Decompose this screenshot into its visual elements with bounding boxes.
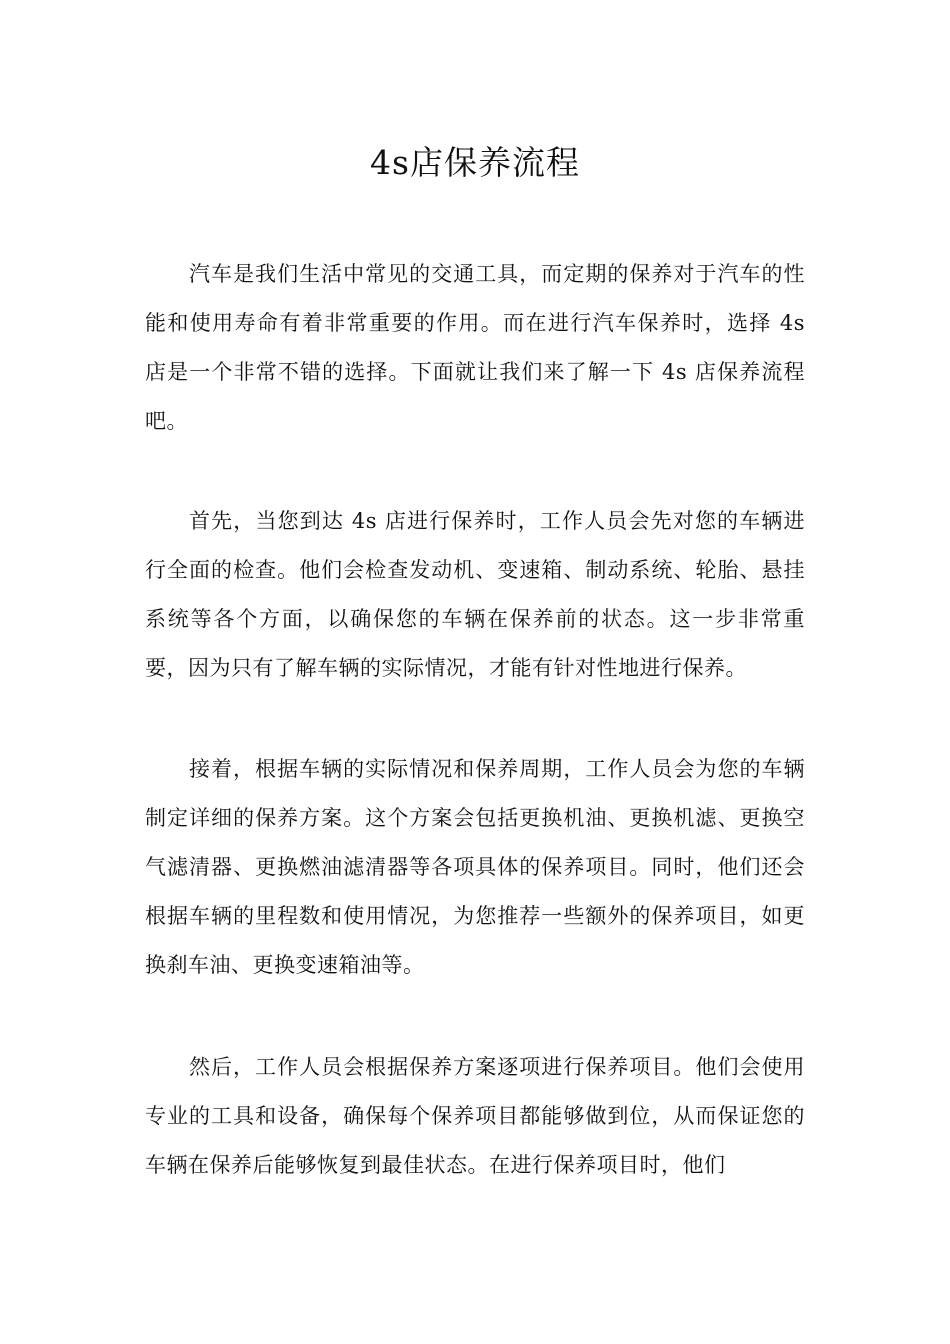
paragraph-intro: 汽车是我们生活中常见的交通工具，而定期的保养对于汽车的性能和使用寿命有着非常重要的作用。而在进行汽车保养时，选择 4s 店是一个非常不错的选择。下面就让我们来了解一下 4s 店保养流程吧。 xyxy=(145,262,805,433)
paragraph-inspection: 首先，当您到达 4s 店进行保养时，工作人员会先对您的车辆进行全面的检查。他们会检查发动机、变速箱、制动系统、轮胎、悬挂系统等各个方面，以确保您的车辆在保养前的状态。这一步非常重要，因为只有了解车辆的实际情况，才能有针对性地进行保养。 xyxy=(145,509,805,680)
paragraph-maintenance-execution: 然后，工作人员会根据保养方案逐项进行保养项目。他们会使用专业的工具和设备，确保每个保养项目都能够做到位，从而保证您的车辆在保养后能够恢复到最佳状态。在进行保养项目时，他们 xyxy=(145,1055,805,1177)
paragraph-maintenance-plan: 接着，根据车辆的实际情况和保养周期，工作人员会为您的车辆制定详细的保养方案。这个方案会包括更换机油、更换机滤、更换空气滤清器、更换燃油滤清器等各项具体的保养项目。同时，他们还会根据车辆的里程数和使用情况，为您推荐一些额外的保养项目，如更换刹车油、更换变速箱油等。 xyxy=(145,757,805,977)
document-title: 4s店保养流程 xyxy=(370,143,580,182)
